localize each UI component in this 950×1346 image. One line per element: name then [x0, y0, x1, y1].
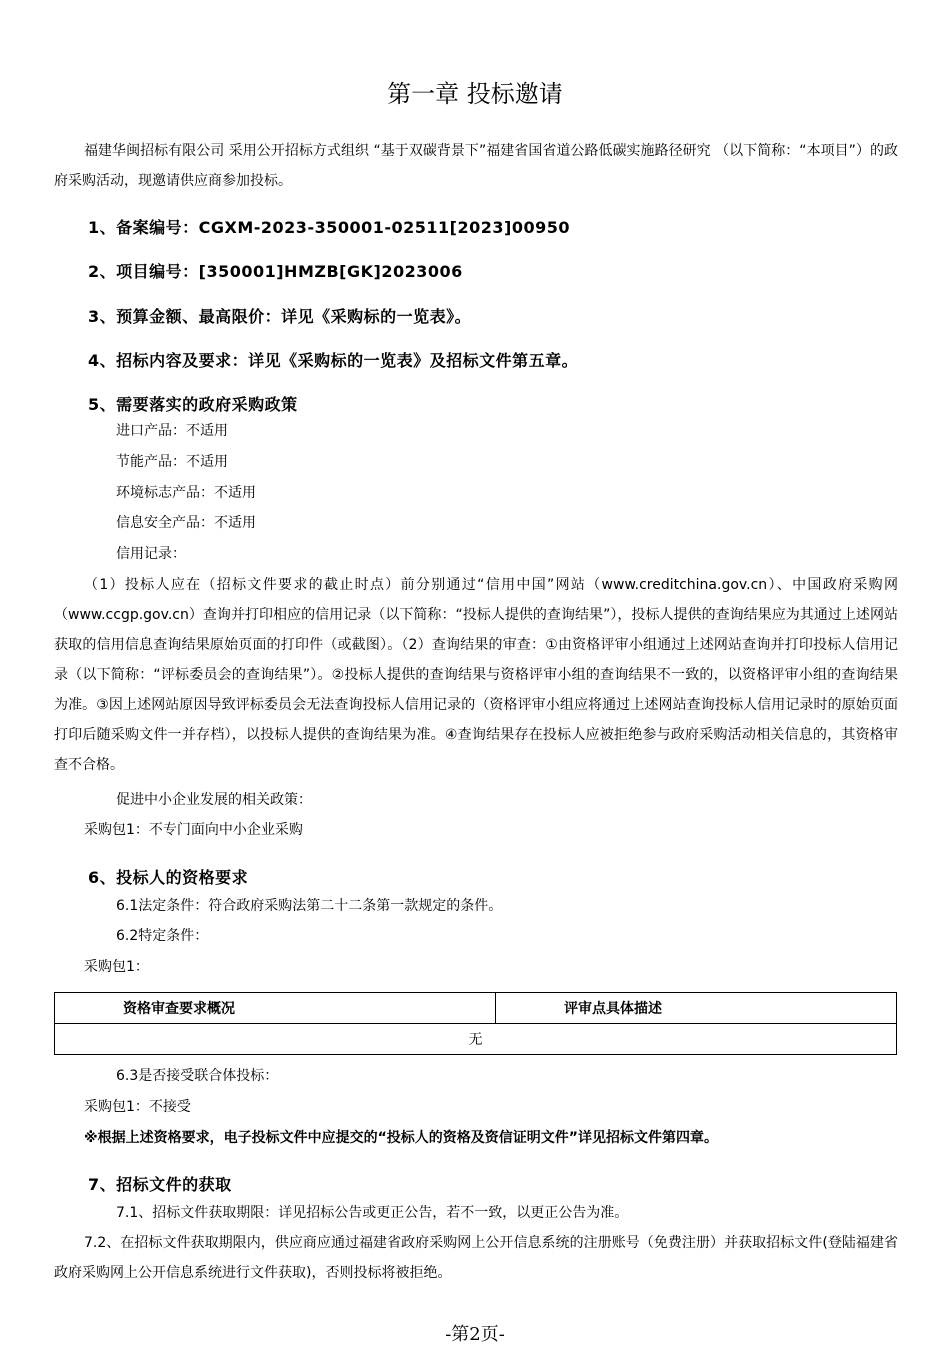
- table-header-description: 评审点具体描述: [496, 993, 897, 1024]
- page-number: -第2页-: [445, 1324, 505, 1345]
- table-row: [55, 1024, 897, 1055]
- section-1-heading: 1、备案编号：CGXM-2023-350001-02511[2023]00950: [88, 218, 571, 237]
- policy-energy: 节能产品：不适用: [116, 454, 228, 470]
- section-4-heading: 4、招标内容及要求：详见《采购标的一览表》及招标文件第五章。: [88, 351, 579, 370]
- tender-doc-7-1: 7.1、招标文件获取期限：详见招标公告或更正公告，若不一致，以更正公告为准。: [116, 1205, 629, 1221]
- section-7-heading: 7、招标文件的获取: [88, 1175, 232, 1194]
- qualification-6-2: 6.2特定条件：: [116, 928, 209, 944]
- policy-security: 信息安全产品：不适用: [116, 515, 256, 531]
- qualification-6-3: 6.3是否接受联合体投标：: [116, 1068, 279, 1084]
- table-header-overview: 资格审查要求概况: [55, 993, 496, 1024]
- intro-paragraph: 福建华闽招标有限公司 采用公开招标方式组织 “基于双碳背景下”福建省国省道公路低碳实施路径研究 （以下简称：“本项目”）的政府采购活动，现邀请供应商参加投标。: [54, 143, 898, 189]
- section-2-heading: 2、项目编号：[350001]HMZB[GK]2023006: [88, 262, 463, 281]
- policy-environment: 环境标志产品：不适用: [116, 485, 256, 501]
- qualification-6-1: 6.1法定条件：符合政府采购法第二十二条第一款规定的条件。: [116, 898, 503, 914]
- qualification-6-2-package: 采购包1：: [84, 959, 149, 975]
- qualification-table: [54, 992, 897, 1055]
- sme-policy-label: 促进中小企业发展的相关政策：: [116, 792, 312, 808]
- table-header-row: [55, 993, 897, 1024]
- tender-doc-7-2: 7.2、在招标文件获取期限内，供应商应通过福建省政府采购网上公开信息系统的注册账号（免费注册）并获取招标文件(登陆福建省政府采购网上公开信息系统进行文件获取)，否则投标将被拒绝。: [54, 1235, 898, 1281]
- policy-import: 进口产品：不适用: [116, 423, 228, 439]
- policy-credit-label: 信用记录：: [116, 546, 186, 562]
- section-3-heading: 3、预算金额、最高限价：详见《采购标的一览表》。: [88, 307, 472, 326]
- chapter-title: 第一章 投标邀请: [387, 80, 563, 108]
- section-5-heading: 5、需要落实的政府采购政策: [88, 395, 298, 414]
- sme-policy-package: 采购包1：不专门面向中小企业采购: [84, 822, 303, 838]
- credit-record-paragraph: （1）投标人应在（招标文件要求的截止时点）前分别通过“信用中国”网站（www.creditchina.gov.cn）、中国政府采购网（www.ccgp.gov.cn）查询并打印相应的信用记录（以下简称：“投标人提供的查询结果”），投标人提供的查询结果应为其通过上述网站获取的信用信息查询结果原始页面的打印件（或截图）。（2）查询结果的审查：①由资格评审小组通过上述网站查询并打印投标人信用记录（以下简称：“评标委员会的查询结果”）。②投标人提供的查询结果与资格评审小组的查询结果不一致的，以资格评审小组的查询结果为准。③因上述网站原因导致评标委员会无法查询投标人信用记录的（资格评审小组应将通过上述网站查询投标人信用记录时的原始页面打印后随采购文件一并存档），以投标人提供的查询结果为准。④查询结果存在投标人应被拒绝参与政府采购活动相关信息的，其资格审查不合格。: [54, 577, 898, 773]
- qualification-note: ※根据上述资格要求，电子投标文件中应提交的“投标人的资格及资信证明文件”详见招标文件第四章。: [84, 1130, 719, 1146]
- qualification-6-3-package: 采购包1：不接受: [84, 1099, 191, 1115]
- table-cell-none: 无: [55, 1024, 897, 1055]
- section-6-heading: 6、投标人的资格要求: [88, 868, 249, 887]
